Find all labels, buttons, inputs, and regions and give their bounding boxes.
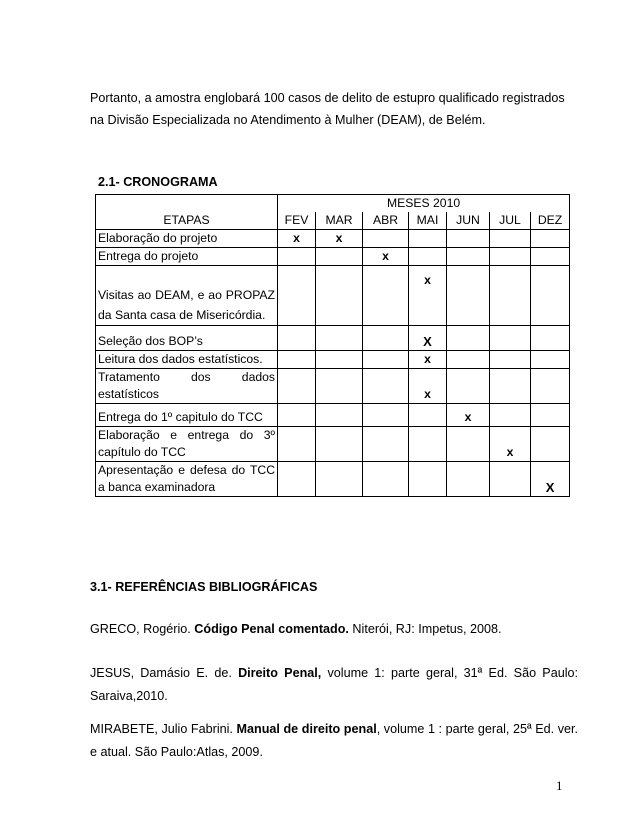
schedule-mark-cell — [409, 248, 447, 266]
page-number: 1 — [556, 778, 563, 793]
schedule-mark-cell — [447, 266, 490, 326]
etapa-cell: Elaboração do projeto — [96, 230, 278, 248]
schedule-mark-cell — [490, 326, 531, 351]
schedule-mark-cell: x — [409, 266, 447, 326]
table-row — [96, 351, 570, 369]
table-row — [96, 427, 570, 462]
schedule-mark-cell — [316, 326, 363, 351]
schedule-mark-cell — [531, 230, 570, 248]
schedule-mark-cell — [363, 404, 409, 427]
schedule-mark-cell — [278, 351, 316, 369]
schedule-mark-cell: x — [490, 427, 531, 462]
schedule-mark-cell — [531, 351, 570, 369]
schedule-mark-cell — [490, 230, 531, 248]
schedule-mark-cell — [278, 326, 316, 351]
table-row — [96, 248, 570, 266]
schedule-mark-cell — [316, 351, 363, 369]
month-header: MAR — [316, 212, 363, 230]
reference-title: Código Penal comentado. — [194, 622, 349, 636]
month-header: JUN — [447, 212, 490, 230]
reference-details: , volume 1 : parte geral, 25ª Ed. ver. e atual. São Paulo:Atlas, 2009. — [90, 722, 578, 759]
etapas-header: ETAPAS — [96, 195, 278, 230]
schedule-mark-cell — [531, 369, 570, 404]
reference-item — [90, 718, 578, 764]
schedule-mark-cell — [490, 462, 531, 497]
etapa-cell: Entrega do 1º capitulo do TCC — [96, 404, 278, 427]
schedule-mark-cell — [363, 326, 409, 351]
referencias-heading: 3.1- REFERÊNCIAS BIBLIOGRÁFICAS — [90, 580, 318, 594]
schedule-mark-cell: X — [531, 462, 570, 497]
schedule-mark-cell — [490, 266, 531, 326]
schedule-mark-cell — [278, 427, 316, 462]
schedule-mark-cell — [363, 351, 409, 369]
schedule-mark-cell — [278, 248, 316, 266]
schedule-mark-cell: x — [278, 230, 316, 248]
schedule-mark-cell — [278, 266, 316, 326]
meses-header: MESES 2010 — [278, 195, 570, 213]
table-row — [96, 266, 570, 326]
schedule-mark-cell — [447, 248, 490, 266]
schedule-mark-cell — [278, 462, 316, 497]
reference-author: JESUS, Damásio E. de. — [90, 666, 232, 680]
schedule-mark-cell: x — [409, 369, 447, 404]
reference-author: GRECO, Rogério. — [90, 622, 191, 636]
schedule-mark-cell — [316, 369, 363, 404]
etapa-cell: Entrega do projeto — [96, 248, 278, 266]
schedule-mark-cell — [316, 462, 363, 497]
schedule-mark-cell — [490, 369, 531, 404]
schedule-mark-cell — [316, 404, 363, 427]
table-row — [96, 369, 570, 404]
schedule-mark-cell — [447, 369, 490, 404]
schedule-mark-cell — [447, 351, 490, 369]
schedule-mark-cell — [316, 248, 363, 266]
schedule-mark-cell — [447, 230, 490, 248]
schedule-mark-cell — [447, 427, 490, 462]
schedule-mark-cell — [409, 427, 447, 462]
reference-details: volume 1: parte geral, 31ª Ed. São Paulo: Saraiva,2010. — [90, 666, 578, 703]
schedule-mark-cell — [531, 266, 570, 326]
etapa-cell: Tratamento dos dados estatísticos — [96, 369, 278, 404]
cronograma-heading: 2.1- CRONOGRAMA — [98, 175, 218, 189]
etapa-cell: Leitura dos dados estatísticos. — [96, 351, 278, 369]
reference-item — [90, 618, 578, 641]
schedule-mark-cell — [531, 326, 570, 351]
reference-details: Niterói, RJ: Impetus, 2008. — [352, 622, 502, 636]
cronograma-table — [95, 194, 570, 497]
table-row — [96, 404, 570, 427]
schedule-mark-cell — [447, 462, 490, 497]
schedule-mark-cell — [531, 404, 570, 427]
schedule-mark-cell — [531, 427, 570, 462]
schedule-mark-cell — [409, 230, 447, 248]
etapa-cell: Apresentação e defesa do TCC a banca examinadora — [96, 462, 278, 497]
month-header: JUL — [490, 212, 531, 230]
schedule-mark-cell — [409, 404, 447, 427]
schedule-mark-cell — [490, 351, 531, 369]
schedule-mark-cell — [447, 326, 490, 351]
schedule-mark-cell: X — [409, 326, 447, 351]
schedule-mark-cell — [531, 248, 570, 266]
schedule-mark-cell — [278, 404, 316, 427]
etapa-cell: Visitas ao DEAM, e ao PROPAZ da Santa casa de Misericórdia. — [96, 266, 278, 326]
month-header: DEZ — [531, 212, 570, 230]
schedule-mark-cell: x — [447, 404, 490, 427]
intro-paragraph: Portanto, a amostra englobará 100 casos de delito de estupro qualificado registrados na Divisão Especializada no Atendimento à Mulher (DEAM), de Belém. — [90, 91, 565, 127]
schedule-mark-cell — [363, 462, 409, 497]
etapa-cell: Seleção dos BOP’s — [96, 326, 278, 351]
month-header: FEV — [278, 212, 316, 230]
schedule-mark-cell — [490, 404, 531, 427]
reference-title: Direito Penal, — [238, 666, 322, 680]
reference-author: MIRABETE, Julio Fabrini. — [90, 722, 233, 736]
schedule-mark-cell: x — [409, 351, 447, 369]
schedule-mark-cell — [409, 462, 447, 497]
reference-title: Manual de direito penal — [236, 722, 377, 736]
schedule-mark-cell — [316, 427, 363, 462]
schedule-mark-cell: x — [363, 248, 409, 266]
reference-item — [90, 662, 578, 708]
schedule-mark-cell — [363, 369, 409, 404]
schedule-mark-cell — [363, 230, 409, 248]
table-row — [96, 462, 570, 497]
schedule-mark-cell — [490, 248, 531, 266]
schedule-mark-cell — [363, 427, 409, 462]
table-row — [96, 230, 570, 248]
table-row — [96, 326, 570, 351]
schedule-mark-cell — [278, 369, 316, 404]
month-header: MAI — [409, 212, 447, 230]
etapa-cell: Elaboração e entrega do 3º capítulo do TCC — [96, 427, 278, 462]
month-header: ABR — [363, 212, 409, 230]
schedule-mark-cell: x — [316, 230, 363, 248]
schedule-mark-cell — [363, 266, 409, 326]
schedule-mark-cell — [316, 266, 363, 326]
